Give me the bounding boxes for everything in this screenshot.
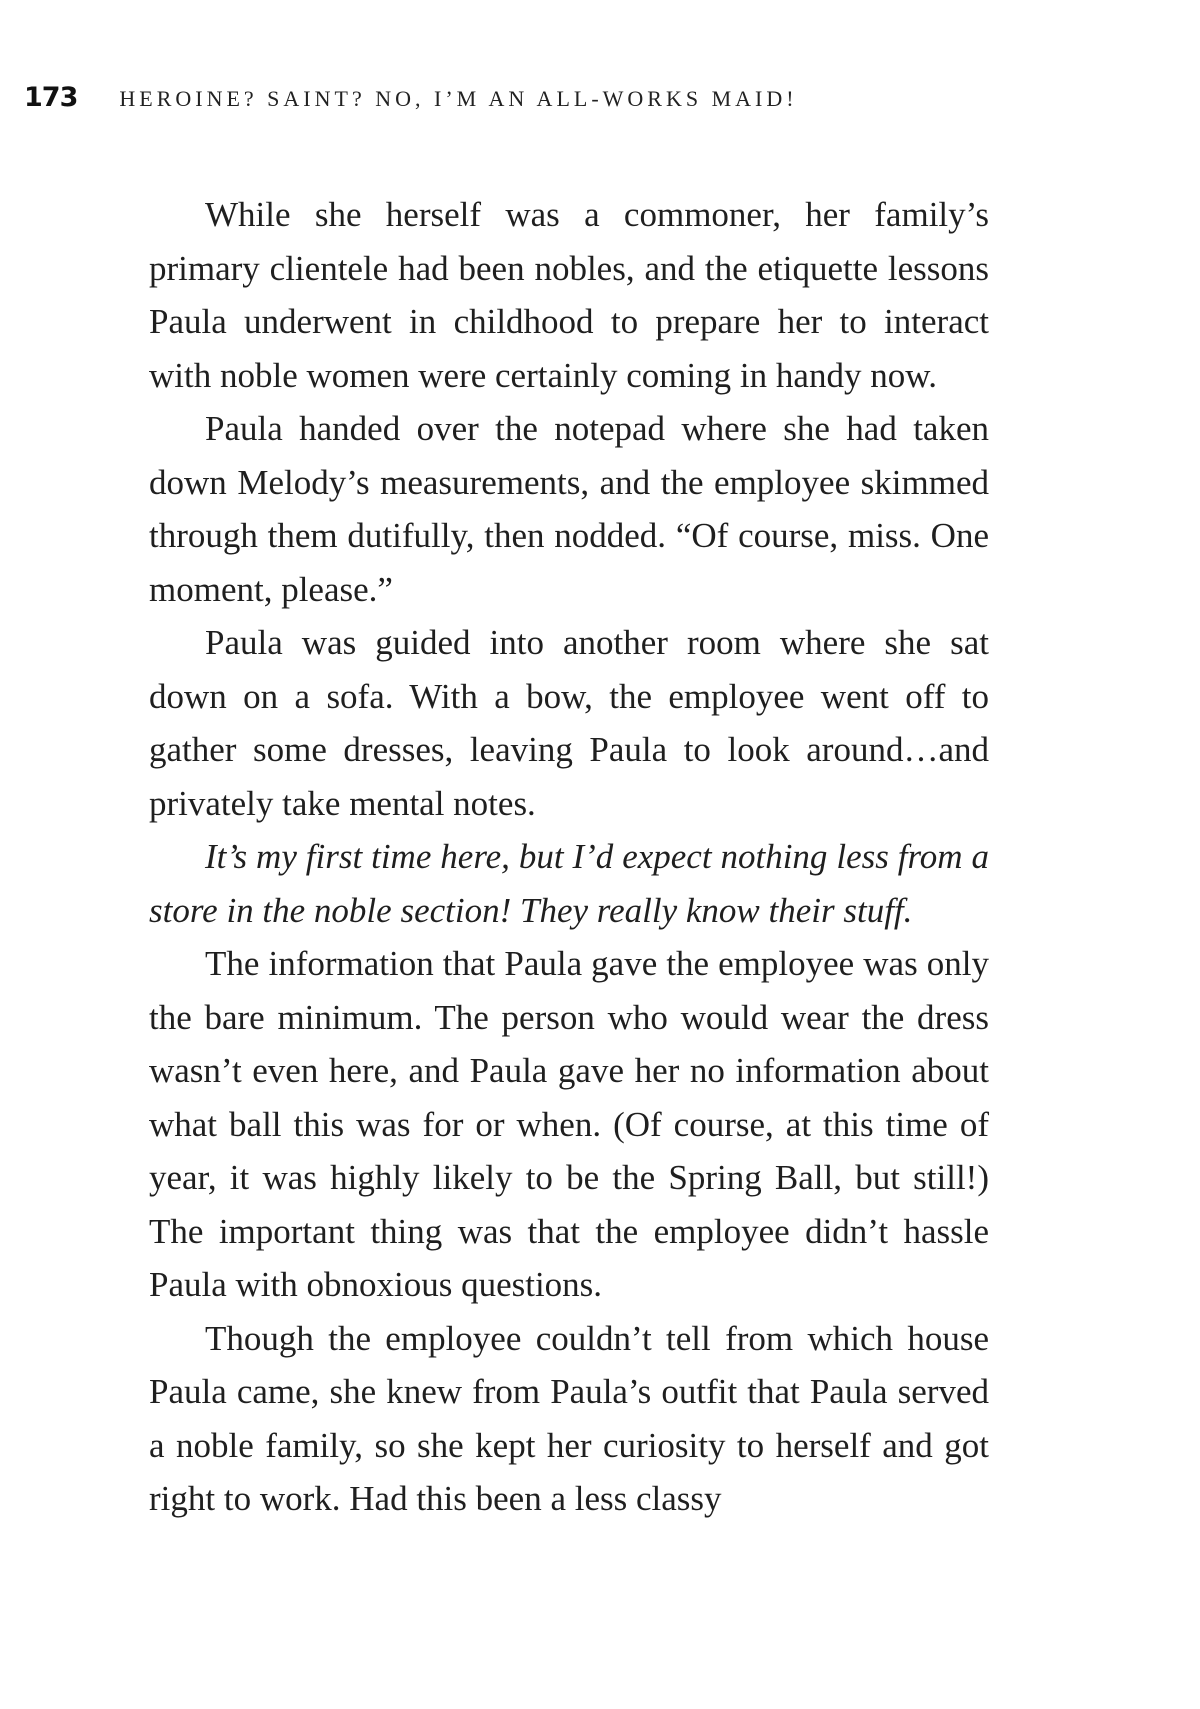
- paragraph: The information that Paula gave the employee was only the bare minimum. The person who would wear the dress wasn’t even here, and Paula gave her no information about what ball this was for or when. (Of course, at this time of year, it was highly likely to be the Spring Ball, but still!) The important thing was that the employee didn’t hassle Paula with obnoxious questions.: [149, 944, 989, 1304]
- paragraph: Paula handed over the notepad where she had taken down Melody’s measurements, and the employee skimmed through them dutifully, then nodded. “Of course, miss. One moment, please.”: [149, 409, 989, 609]
- body-text: [149, 188, 989, 1526]
- paragraph: While she herself was a commoner, her family’s primary clientele had been nobles, and the etiquette lessons Paula underwent in childhood to prepare her to interact with noble women were certainly coming in handy now.: [149, 195, 989, 395]
- running-header: [24, 82, 798, 118]
- page-number: 173: [24, 82, 78, 113]
- italic-thought-paragraph: It’s my first time here, but I’d expect nothing less from a store in the noble section! They really know their stuff.: [149, 837, 989, 930]
- book-title: HEROINE? SAINT? NO, I’M AN ALL-WORKS MAID!: [119, 86, 798, 111]
- paragraph: Though the employee couldn’t tell from which house Paula came, she knew from Paula’s outfit that Paula served a noble family, so she kept her curiosity to herself and got right to work. Had this been a less classy: [149, 1318, 989, 1518]
- paragraph: Paula was guided into another room where she sat down on a sofa. With a bow, the employee went off to gather some dresses, leaving Paula to look around…and privately take mental notes.: [149, 623, 989, 823]
